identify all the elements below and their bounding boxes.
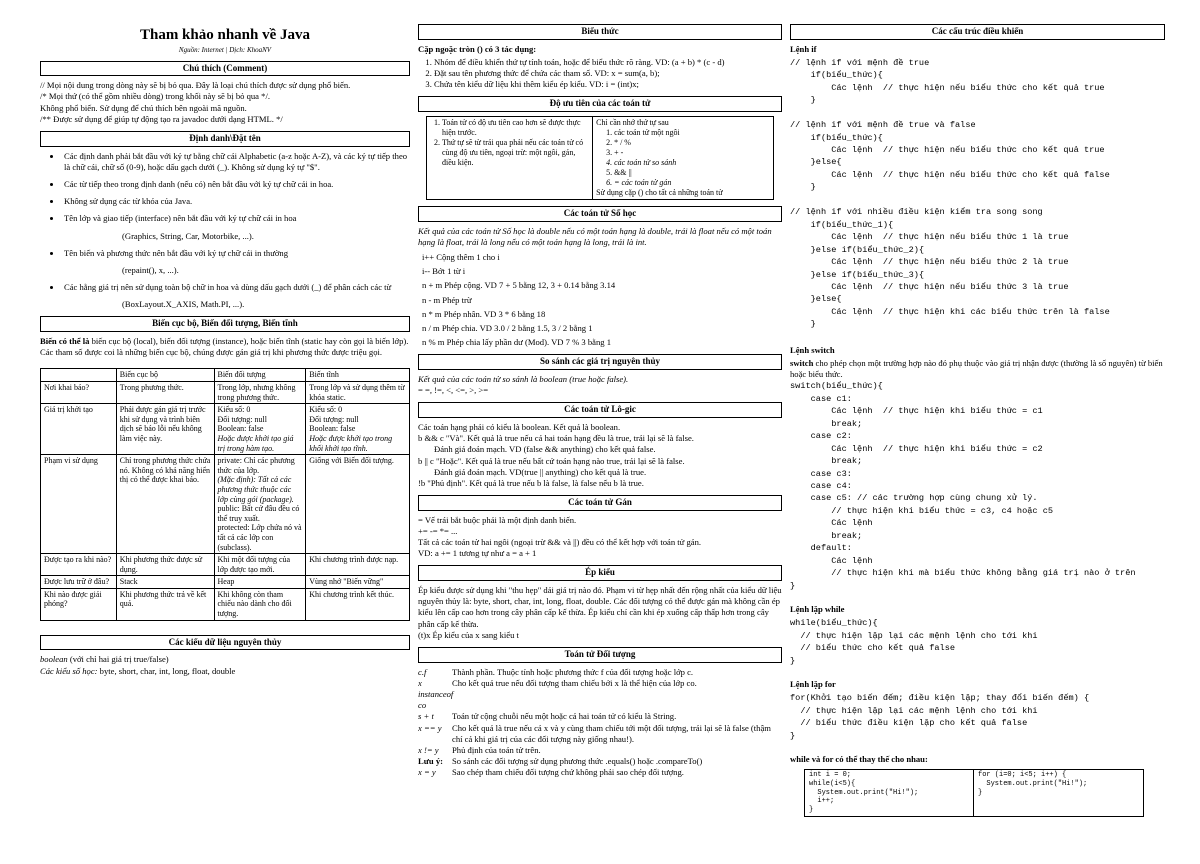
operator-label: x instanceof co	[418, 677, 454, 711]
switch-title: Lệnh switch	[790, 344, 835, 355]
operator-label: x != y	[418, 744, 439, 755]
list-item: 3. Chứa tên kiểu dữ liệu khi thêm kiểu ép kiểu. VD: i = (int)x;	[434, 79, 782, 90]
logic-line: b || c "Hoặc". Kết quả là true nếu bất cứ toán hạng nào true, trái lại sẽ là false.	[418, 455, 685, 466]
object-ops-list	[418, 667, 782, 779]
list-item-text: Tên lớp và giao tiếp (interface) nên bắt đầu với ký tự chữ cái in hoa	[64, 213, 297, 224]
operator-label: c.f	[418, 666, 427, 677]
table-header-cell	[306, 369, 410, 382]
switch-keyword: switch	[790, 358, 814, 368]
table-header-cell	[116, 369, 214, 382]
while-code: while(biểu_thức){ // thực hiện lặp lại các mệnh lệnh cho tới khi // biểu thức cho kết quả false }	[790, 618, 1038, 666]
arithmetic-intro: Kết quả của các toán tử Số học là double nếu có một toán hạng là double, trái là float nếu có một toán hạng là float, trái là long nếu có một toán hạng là long, trái là int.	[418, 225, 772, 247]
priority-order-item: 5. && ||	[606, 168, 632, 178]
table-cell	[214, 576, 306, 589]
operator-desc: Cho kết quả true nếu đối tượng tham chiếu bởi x là thể hiện của lớp co.	[452, 677, 697, 688]
list-item: 1. Toán tử có độ ưu tiên cao hơn sẽ được thực hiện trước.	[442, 118, 589, 138]
table-cell	[116, 404, 214, 455]
cell-line: Trong phương thức.	[119, 383, 184, 392]
operator-label: x == y	[418, 722, 442, 733]
cell-line: Phải được gán giá trị trước khi sử dụng và trình biên dịch sẽ báo lỗi nếu không làm việc này.	[119, 405, 206, 443]
cast-line: (t)x Ép kiểu của x sang kiểu t	[418, 629, 519, 640]
example-text: (BoxLayout.X_AXIS, Math.PI, ...).	[122, 299, 245, 310]
list-item: • Không sử dụng các từ khóa của Java.	[62, 196, 410, 207]
cell-line: Giá trị khởi tạo	[44, 405, 93, 415]
cell-line: Kiểu số: 0	[309, 405, 343, 415]
list-item	[418, 723, 782, 745]
list-item: n / m Phép chia. VD 3.0 / 2 bằng 1.5, 3 / 2 bằng 1	[422, 322, 593, 333]
assign-line: += -= *= ...	[418, 525, 458, 536]
assign-line: Tất cả các toán tử hai ngôi (ngoại trừ && và ||) đều có thể kết hợp với toán tử gán.	[418, 537, 702, 548]
expressions-list	[434, 57, 782, 91]
example-text: (repaint(), x, ...).	[122, 264, 179, 275]
cell-line: Được tạo ra khi nào?	[44, 555, 112, 565]
operator-label: x = y	[418, 767, 436, 778]
assign-line: = Vế trái bắt buộc phải là một định danh biến.	[418, 514, 577, 525]
cell-line: Hoặc được khởi tạo giá trị trong hàm tạo.	[217, 433, 294, 453]
list-item: 2. Đặt sau tên phương thức để chứa các tham số. VD: x = sum(a, b);	[434, 68, 782, 79]
list-item	[418, 667, 782, 678]
compare-operators: = =, !=, <, <=, >, >=	[418, 385, 489, 396]
compare-intro: Kết quả của các toán tử so sánh là boolean (true hoặc false).	[418, 373, 629, 384]
cell-line: Hoặc được khởi tạo trong khối khởi tạo tĩnh.	[309, 433, 393, 453]
cell-line: Khi phương thức trả về kết quả.	[119, 589, 207, 609]
naming-list	[62, 151, 410, 311]
column-1	[40, 18, 410, 677]
table-cell	[306, 588, 410, 620]
variables-table	[40, 368, 410, 620]
switch-text: cho phép chọn một trường hợp nào đó phụ thuộc vào giá trị nhận được (thường là số nguyên) từ biến hoặc biểu thức.	[790, 358, 1163, 380]
operator-label: s + t	[418, 711, 434, 722]
table-cell	[41, 576, 117, 589]
arithmetic-header: Các toán tử Số học	[418, 206, 782, 222]
list-item	[62, 248, 410, 276]
list-item-text: Tên biến và phương thức nên bắt đầu với ký tự chữ cái in thường	[64, 247, 289, 258]
table-row	[41, 369, 410, 382]
priority-order-item: 4. các toán tử so sánh	[606, 158, 677, 168]
for-title: Lệnh lặp for	[790, 679, 836, 690]
loop-compare-title: while và for có thể thay thế cho nhau:	[790, 754, 928, 765]
arithmetic-list	[422, 252, 782, 348]
table-row	[41, 554, 410, 576]
column-3	[790, 18, 1165, 817]
priority-order-footer: Sử dụng cặp () cho tất cả những toán tử	[596, 188, 723, 198]
list-item: i-- Bớt 1 từ i	[422, 266, 466, 277]
expressions-intro: Cặp ngoặc tròn () có 3 tác dụng:	[418, 43, 537, 54]
cell-line: Biến tĩnh	[309, 370, 339, 380]
cell-line: Trong lớp, nhưng không trong phương thức.	[217, 383, 296, 402]
switch-code: switch(biểu_thức){ case c1: Các lệnh // thực hiện khi biểu thức = c1 break; case c2: Các lệnh // thực hiện khi biểu thức = c2 break; case c3: case c4: case c5: // các trường hợp cùng chung xử lý. // thực hiện khi biểu thức = c3, c4 hoặc c5 Các lệnh break; default: Các lệnh // thực hiện khi mà biểu thức không bằng giá trị nào ở trên }	[790, 381, 1136, 591]
cell-line: Kiểu số: 0	[217, 405, 251, 415]
table-row	[41, 576, 410, 589]
logic-line: !b "Phủ định". Kết quả là true nếu b là false, là false nếu b là true.	[418, 477, 644, 488]
table-cell	[214, 554, 306, 576]
table-cell	[214, 404, 306, 455]
cell-line: Được lưu trữ ở đâu?	[44, 577, 110, 587]
list-item	[62, 213, 410, 241]
logic-line: Đánh giá đoản mạch. VD(true || anything) cho kết quả là true.	[434, 466, 647, 477]
while-example: int i = 0; while(i<5){ System.out.print("Hi!"); i++; }	[805, 770, 974, 816]
priority-order-item: 1. các toán tử một ngôi	[606, 128, 680, 138]
expressions-header: Biểu thức	[418, 24, 782, 40]
variables-header: Biến cục bộ, Biến đối tượng, Biến tĩnh	[40, 316, 410, 332]
table-row	[41, 404, 410, 455]
cell-line: Heap	[217, 577, 235, 587]
example-text: (Graphics, String, Car, Motorbike, ...).	[122, 230, 254, 241]
cell-line: protected: Lớp chứa nó và tất cả các lớp con (subclass).	[217, 523, 302, 552]
operator-label: Lưu ý:	[418, 756, 443, 767]
list-item	[418, 756, 782, 767]
comment-line: Không phổ biến. Sử dụng để chú thích bên ngoài mã nguồn.	[40, 102, 247, 113]
priority-order-item: 2. * / %	[606, 138, 631, 148]
table-cell	[41, 588, 117, 620]
operator-desc: So sánh các đối tượng sử dụng phương thức .equals() hoặc .compareTo()	[452, 756, 703, 767]
switch-desc	[790, 358, 1165, 380]
cell-line: Vùng nhớ "Biến vững"	[309, 577, 384, 587]
logic-header: Các toán tử Lô-gic	[418, 402, 782, 418]
author-line: Nguồn: Internet | Dịch: KhoaNV	[178, 45, 272, 54]
priority-order	[593, 117, 773, 199]
table-cell	[41, 554, 117, 576]
logic-line: b && c "Và". Kết quả là true nếu cả hai toán hạng đều là true, trái lại sẽ là false.	[418, 433, 694, 444]
cell-line: Biến đối tượng	[217, 370, 266, 380]
assign-line: VD: a += 1 tương tự như a = a + 1	[418, 548, 537, 559]
operator-desc: Thành phần. Thuộc tính hoặc phương thức f của đối tượng hoặc lớp c.	[452, 666, 694, 677]
table-cell	[41, 455, 117, 554]
comments-section	[40, 80, 410, 125]
operator-desc: Sao chép tham chiếu đối tượng chứ không phải sao chép đối tượng.	[452, 767, 684, 778]
table-cell	[306, 554, 410, 576]
list-item	[418, 711, 782, 722]
list-item: n % m Phép chia lấy phần dư (Mod). VD 7 % 3 bằng 1	[422, 337, 611, 348]
table-cell	[116, 588, 214, 620]
cast-text: Ép kiểu được sử dụng khi "thu hẹp" dải giá trị nào đó. Phạm vi từ hẹp nhất đến rộng nhất của kiểu dữ liệu nguyên thủy là: byte, short, char, int, long, float, double. Các đối tượng có thể được gán mà không cần ép kiểu lên cấp cao hơn trong cây phân cấp kế thừa. Ép kiểu chỉ cần khi ép xuống cấp thấp hơn trong cây phân cấp kế thừa.	[418, 585, 782, 629]
while-title: Lệnh lặp while	[790, 604, 845, 615]
list-item	[418, 745, 782, 756]
priority-header: Độ ưu tiên của các toán tử	[418, 96, 782, 112]
table-row	[41, 455, 410, 554]
for-example: for (i=0; i<5; i++) { System.out.print("Hi!"); }	[978, 771, 1088, 797]
page-title: Tham khảo nhanh về Java	[139, 27, 311, 43]
table-cell	[116, 576, 214, 589]
object-ops-header: Toán tử Đối tượng	[418, 647, 782, 663]
cell-line: Khi không còn tham chiếu nào dành cho đối tượng.	[217, 589, 292, 619]
cell-line: private: Chỉ các phương thức của lớp.	[217, 456, 295, 475]
table-cell	[306, 382, 410, 404]
cell-line: Giống với Biến đối tượng.	[309, 456, 394, 466]
primitives-line	[40, 666, 410, 677]
cell-line: Khi chương trình kết thúc.	[309, 589, 395, 599]
cell-line: Boolean: false	[309, 424, 356, 434]
list-item	[62, 282, 410, 310]
table-header-cell	[214, 369, 306, 382]
table-header-cell	[41, 369, 117, 382]
comment-line: /** Được sử dụng để giúp tự động tạo ra javadoc dưới dạng HTML. */	[40, 113, 283, 124]
loop-compare-box	[804, 769, 1144, 817]
table-cell	[306, 455, 410, 554]
table-row	[41, 382, 410, 404]
cell-line: Chỉ trong phương thức chứa nó. Không có khả năng hiển thị có thể được khai báo.	[119, 456, 211, 485]
operator-desc: Phủ định của toán tử trên.	[452, 744, 541, 755]
cell-line: Trong lớp và sử dụng thêm từ khóa static.	[309, 383, 405, 402]
table-cell	[214, 382, 306, 404]
naming-header: Định danh\Đặt tên	[40, 131, 410, 147]
table-row	[41, 588, 410, 620]
boolean-text: (với chỉ hai giá trị true/false)	[67, 654, 169, 665]
variables-intro	[40, 336, 410, 358]
comment-line: /* Mọi thứ (có thể gồm nhiều dòng) trong khối này sẽ bị bỏ qua */.	[40, 91, 270, 102]
list-item: n + m Phép cộng. VD 7 + 5 bằng 12, 3 + 0.14 bằng 3.14	[422, 280, 616, 291]
logic-intro: Các toán hạng phải có kiểu là boolean. Kết quả là boolean.	[418, 422, 621, 433]
cell-line: Khi chương trình được nạp.	[309, 555, 399, 565]
cell-line: public: Bất cứ đâu đều có thể truy xuất.	[217, 504, 300, 523]
column-2	[418, 18, 782, 778]
table-cell	[306, 576, 410, 589]
comments-header: Chú thích (Comment)	[40, 61, 410, 77]
table-cell	[116, 382, 214, 404]
intro-bold: Biến có thể là	[40, 336, 90, 347]
numeric-text: byte, short, char, int, long, float, double	[97, 665, 236, 676]
priority-order-title: Chỉ cần nhớ thứ tự sau	[596, 118, 669, 128]
numeric-label: Các kiểu số học:	[40, 665, 98, 676]
primitives-header: Các kiểu dữ liệu nguyên thủy	[40, 635, 410, 651]
cell-line: (Mặc định): Tất cả các phương thức thuộc các lớp cùng gói (package).	[217, 475, 294, 504]
cell-line: Khi một đối tượng của lớp được tạo mới.	[217, 555, 291, 574]
logic-line: Đánh giá đoản mạch. VD (false && anything) cho kết quả false.	[434, 444, 656, 455]
cast-header: Ép kiểu	[418, 565, 782, 581]
operator-desc: Toán tử cộng chuỗi nếu một hoặc cả hai toán tử có kiểu là String.	[452, 711, 677, 722]
cell-line: Khi phương thức được sử dụng.	[119, 555, 203, 574]
compare-header: So sánh các giá trị nguyên thủy	[418, 354, 782, 370]
if-code: // lệnh if với mệnh đề true if(biểu_thức){ Các lệnh // thực hiện nếu biểu thức cho kết quả true } // lệnh if với mệnh đề true và false if(biểu_thức){ Các lệnh // thực hiện nếu biểu thức cho kết quả true }else{ Các lệnh // thực hiện nếu biểu thức cho kết quả false } // lệnh if với nhiều điều kiện kiểm tra song song if(biểu_thức_1){ Các lệnh // thực hiện nếu biểu thức 1 là true }else if(biểu_thức_2){ Các lệnh // thực hiện nếu biểu thức 2 là true }else if(biểu_thức_3){ Các lệnh // thực hiện nếu biểu thức 3 là true }else{ Các lệnh // thực hiện khi các biểu thức trên là false }	[790, 57, 1110, 330]
list-item: • Các định danh phải bắt đầu với ký tự bằng chữ cái Alphabetic (a-z hoặc A-Z), và các ký tự tiếp theo là chữ cái, chữ số (0-9), hoặc dấu gạch dưới (_). Không sử dụng ký tự "$".	[62, 151, 410, 173]
priority-box	[426, 116, 774, 200]
priority-order-item: 6. = các toán tử gán	[606, 178, 672, 188]
comment-line: // Mọi nội dung trong dòng này sẽ bị bỏ qua. Đây là loại chú thích được sử dụng phổ biến.	[40, 80, 351, 91]
for-code: for(Khởi tạo biến đếm; điều kiện lặp; thay đổi biến đếm) { // thực hiện lặp lại các mệnh lệnh cho tới khi // biểu thức điều kiện lặp cho kết quả false }	[790, 693, 1090, 741]
table-cell	[116, 455, 214, 554]
cell-line: Đối tượng: null	[309, 414, 359, 424]
list-item: n - m Phép trừ	[422, 294, 472, 305]
list-item: i++ Cộng thêm 1 cho i	[422, 252, 500, 263]
list-item: n * m Phép nhân. VD 3 * 6 bằng 18	[422, 308, 546, 319]
list-item: • Các từ tiếp theo trong định danh (nếu có) nên bắt đầu với ký tự chữ cái in hoa.	[62, 179, 410, 190]
cell-line: Đối tượng: null	[217, 414, 267, 424]
control-header: Các cấu trúc điều khiển	[790, 24, 1165, 40]
table-cell	[214, 588, 306, 620]
if-title: Lệnh if	[790, 43, 817, 54]
table-cell	[41, 382, 117, 404]
priority-order-item: 3. + -	[606, 148, 624, 158]
list-item-text: Các hằng giá trị nên sử dụng toàn bộ chữ in hoa và dùng dấu gạch dưới (_) để phân cách các từ	[64, 282, 392, 293]
list-item: 2. Thứ tự sẽ từ trái qua phải nếu các toán tử có cùng độ ưu tiên, ngoại trừ: một ngôi, gán, điều kiện.	[442, 138, 589, 168]
table-cell	[41, 404, 117, 455]
operator-desc: Cho kết quả là true nếu cả x và y cùng tham chiếu tới một đối tượng, trái lại sẽ là false (thậm chí cả khi giá trị của các đối tượng này giống nhau!).	[452, 722, 771, 744]
intro-text: biến cục bộ (local), biến đối tượng (instance), hoặc biến tĩnh (static hay còn gọi là biến lớp). Các tham số được coi là những biến cục bộ, chúng được gán giá trị khi phương thức được triệu gọi.	[40, 336, 409, 358]
list-item	[418, 767, 782, 778]
boolean-label: boolean	[40, 654, 68, 665]
cell-line: Phạm vi sử dụng	[44, 456, 98, 466]
assign-header: Các toán tử Gán	[418, 495, 782, 511]
cell-line: Stack	[119, 577, 138, 587]
table-cell	[214, 455, 306, 554]
priority-rules	[427, 117, 593, 199]
list-item: 1. Nhóm để điều khiển thứ tự tính toán, hoặc để biểu thức rõ ràng. VD: (a + b) * (c - d)	[434, 57, 782, 68]
cell-line: Biến cục bộ	[119, 370, 159, 380]
table-cell	[306, 404, 410, 455]
cell-line: Khi nào được giải phóng?	[44, 589, 102, 609]
cell-line: Nơi khai báo?	[44, 383, 90, 392]
cell-line: Boolean: false	[217, 424, 264, 434]
list-item	[418, 678, 782, 712]
primitives-line	[40, 654, 410, 665]
table-cell	[116, 554, 214, 576]
